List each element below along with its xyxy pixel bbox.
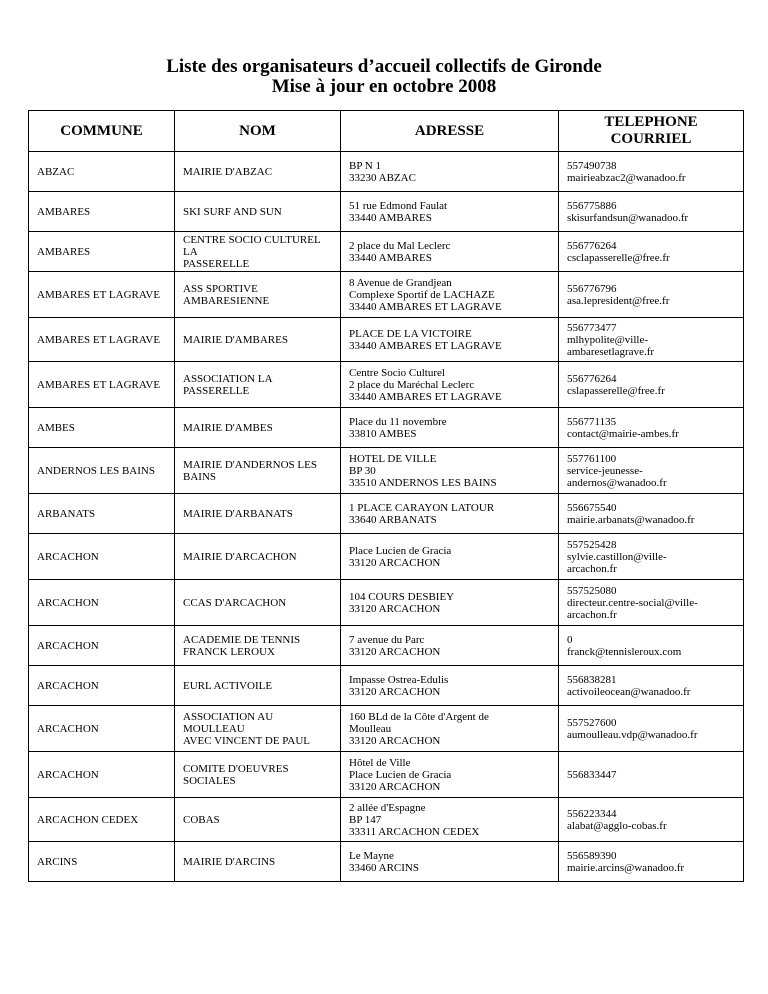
cell-commune: AMBARES ET LAGRAVE [29, 318, 175, 362]
cell-nom [175, 626, 341, 666]
cell-contact-line: mairie.arcins@wanadoo.fr [567, 861, 685, 874]
cell-commune: ABZAC [29, 152, 175, 192]
cell-adresse-line: PLACE DE LA VICTOIRE [349, 327, 472, 340]
cell-nom-line: ASS SPORTIVE [183, 282, 258, 295]
cell-contact-line: 557761100 [567, 452, 617, 465]
cell-contact-line: 556833447 [567, 768, 617, 781]
table-row [29, 494, 744, 534]
title-line-1: Liste des organisateurs d’accueil collectifs de Gironde [166, 56, 602, 77]
table-row [29, 448, 744, 494]
cell-nom-line: COBAS [183, 813, 220, 826]
cell-adresse-line: 33510 ANDERNOS LES BAINS [349, 476, 497, 489]
cell-nom [175, 318, 341, 362]
cell-contact [559, 798, 744, 842]
cell-contact [559, 580, 744, 626]
cell-nom-line: MAIRIE D'ARCINS [183, 855, 276, 868]
table-row [29, 706, 744, 752]
cell-nom-line: ACADEMIE DE TENNIS [183, 633, 301, 646]
cell-nom-line: MAIRIE D'ABZAC [183, 165, 273, 178]
cell-adresse-line: 33120 ARCACHON [349, 734, 441, 747]
header-adresse: ADRESSE [341, 111, 559, 152]
cell-contact-line: service-jeunesse- [567, 464, 643, 477]
title-line-2: Mise à jour en octobre 2008 [271, 76, 497, 97]
cell-nom-line: FRANCK LEROUX [183, 645, 275, 658]
cell-contact [559, 534, 744, 580]
cell-nom [175, 706, 341, 752]
cell-contact [559, 494, 744, 534]
table-row [29, 362, 744, 408]
cell-adresse-line: 2 allée d'Espagne [349, 801, 426, 814]
cell-contact-line: franck@tennisleroux.com [567, 645, 682, 658]
cell-adresse [341, 494, 559, 534]
cell-contact [559, 318, 744, 362]
cell-contact-line: asa.lepresident@free.fr [567, 294, 670, 307]
cell-commune: ARCACHON [29, 534, 175, 580]
cell-contact-line: directeur.centre-social@ville- [567, 596, 698, 609]
cell-commune: ANDERNOS LES BAINS [29, 448, 175, 494]
cell-contact-line: 556776264 [567, 239, 617, 252]
cell-adresse [341, 448, 559, 494]
cell-nom-line: COMITE D'OEUVRES SOCIALES [183, 762, 289, 787]
cell-nom-line: ASSOCIATION AU MOULLEAU [183, 710, 274, 735]
cell-nom [175, 152, 341, 192]
cell-contact-line: csclapasserelle@free.fr [567, 251, 670, 264]
cell-nom [175, 448, 341, 494]
cell-adresse-line: 33120 ARCACHON [349, 602, 441, 615]
cell-adresse-line: 33120 ARCACHON [349, 645, 441, 658]
cell-contact [559, 362, 744, 408]
cell-contact-line: 0 [567, 633, 573, 646]
cell-nom [175, 494, 341, 534]
cell-nom-line: MAIRIE D'ARBANATS [183, 507, 293, 520]
cell-adresse-line: 33810 AMBES [349, 427, 417, 440]
cell-contact-line: 556776796 [567, 282, 617, 295]
cell-adresse [341, 192, 559, 232]
cell-contact-line: 556776264 [567, 372, 617, 385]
cell-adresse [341, 666, 559, 706]
cell-nom-line: BAINS [183, 470, 217, 483]
cell-nom-line: SKI SURF AND SUN [183, 205, 282, 218]
cell-adresse-line: BP 30 [349, 464, 376, 477]
cell-contact-line: 556771135 [567, 415, 617, 428]
table-row [29, 152, 744, 192]
cell-contact-line: aumoulleau.vdp@wanadoo.fr [567, 728, 698, 741]
cell-contact-line: 557490738 [567, 159, 617, 172]
cell-commune: ARCACHON [29, 580, 175, 626]
cell-contact-line: 556589390 [567, 849, 617, 862]
cell-adresse [341, 706, 559, 752]
cell-contact [559, 272, 744, 318]
cell-nom [175, 842, 341, 882]
cell-adresse [341, 408, 559, 448]
cell-adresse-line: Centre Socio Culturel [349, 366, 445, 379]
cell-nom-line: MAIRIE D'AMBES [183, 421, 273, 434]
cell-adresse-line: 51 rue Edmond Faulat [349, 199, 448, 212]
cell-adresse [341, 798, 559, 842]
cell-contact-line: 556223344 [567, 807, 617, 820]
cell-nom [175, 798, 341, 842]
table-row [29, 232, 744, 272]
table-row [29, 626, 744, 666]
cell-adresse-line: 33120 ARCACHON [349, 780, 441, 793]
cell-adresse-line: Place Lucien de Gracia [349, 544, 452, 557]
cell-contact-line: 557525428 [567, 538, 617, 551]
cell-adresse [341, 152, 559, 192]
cell-adresse [341, 842, 559, 882]
header-courriel: COURRIEL [610, 131, 692, 147]
cell-nom [175, 580, 341, 626]
table-row [29, 798, 744, 842]
cell-adresse [341, 362, 559, 408]
cell-adresse-line: Place du 11 novembre [349, 415, 447, 428]
cell-nom-line: ASSOCIATION LA PASSERELLE [183, 372, 272, 397]
cell-adresse-line: 33311 ARCACHON CEDEX [349, 825, 480, 838]
cell-contact-line: alabat@agglo-cobas.fr [567, 819, 667, 832]
cell-contact-line: mairieabzac2@wanadoo.fr [567, 171, 686, 184]
cell-contact-line: 556838281 [567, 673, 617, 686]
cell-contact [559, 192, 744, 232]
cell-commune: ARCACHON [29, 666, 175, 706]
table-row [29, 408, 744, 448]
cell-commune: ARCACHON [29, 752, 175, 798]
cell-nom [175, 666, 341, 706]
cell-nom-line: CCAS D'ARCACHON [183, 596, 287, 609]
header-nom: NOM [175, 111, 341, 152]
cell-contact-line: arcachon.fr [567, 562, 617, 575]
header-commune: COMMUNE [29, 111, 175, 152]
cell-nom [175, 752, 341, 798]
cell-adresse-line: Impasse Ostrea-Edulis [349, 673, 449, 686]
cell-nom [175, 272, 341, 318]
cell-nom [175, 534, 341, 580]
cell-adresse-line: HOTEL DE VILLE [349, 452, 437, 465]
header-contact [559, 111, 744, 152]
cell-nom-line: AMBARESIENNE [183, 294, 270, 307]
cell-commune: AMBES [29, 408, 175, 448]
cell-commune: AMBARES [29, 232, 175, 272]
cell-commune: ARBANATS [29, 494, 175, 534]
cell-commune: ARCACHON [29, 626, 175, 666]
cell-adresse-line: 33440 AMBARES ET LAGRAVE [349, 390, 502, 403]
table-row [29, 534, 744, 580]
cell-commune: AMBARES ET LAGRAVE [29, 272, 175, 318]
cell-nom [175, 192, 341, 232]
cell-contact [559, 666, 744, 706]
cell-adresse-line: 33120 ARCACHON [349, 685, 441, 698]
header-row [29, 111, 744, 152]
cell-commune: ARCACHON CEDEX [29, 798, 175, 842]
cell-contact [559, 752, 744, 798]
cell-adresse-line: 104 COURS DESBIEY [349, 590, 455, 603]
cell-adresse [341, 232, 559, 272]
table-row [29, 666, 744, 706]
cell-commune: ARCACHON [29, 706, 175, 752]
cell-adresse-line: 33460 ARCINS [349, 861, 419, 874]
cell-nom-line: MAIRIE D'AMBARES [183, 333, 288, 346]
cell-adresse [341, 626, 559, 666]
header-telephone: TELEPHONE [604, 114, 698, 130]
cell-adresse-line: 33440 AMBARES [349, 251, 432, 264]
cell-contact [559, 448, 744, 494]
cell-adresse-line: 1 PLACE CARAYON LATOUR [349, 501, 495, 514]
cell-contact-line: 557527600 [567, 716, 617, 729]
cell-nom-line: MAIRIE D'ARCACHON [183, 550, 297, 563]
cell-commune: AMBARES ET LAGRAVE [29, 362, 175, 408]
cell-nom-line: MAIRIE D'ANDERNOS LES [183, 458, 317, 471]
cell-nom [175, 362, 341, 408]
table-row [29, 580, 744, 626]
cell-contact [559, 842, 744, 882]
cell-commune: AMBARES [29, 192, 175, 232]
cell-nom-line: EURL ACTIVOILE [183, 679, 273, 692]
cell-contact-line: andernos@wanadoo.fr [567, 476, 667, 489]
cell-adresse-line: 160 BLd de la Côte d'Argent de [349, 710, 489, 723]
cell-adresse-line: 7 avenue du Parc [349, 633, 425, 646]
cell-adresse [341, 534, 559, 580]
cell-contact [559, 408, 744, 448]
cell-adresse-line: 8 Avenue de Grandjean [349, 276, 452, 289]
cell-contact-line: contact@mairie-ambes.fr [567, 427, 679, 440]
organizers-table [28, 110, 744, 882]
cell-contact-line: mairie.arbanats@wanadoo.fr [567, 513, 695, 526]
table-row [29, 318, 744, 362]
cell-adresse-line: 2 place du Mal Leclerc [349, 239, 451, 252]
cell-contact-line: cslapasserelle@free.fr [567, 384, 665, 397]
cell-adresse [341, 580, 559, 626]
cell-commune: ARCINS [29, 842, 175, 882]
cell-adresse-line: 2 place du Maréchal Leclerc [349, 378, 475, 391]
cell-contact [559, 706, 744, 752]
cell-adresse-line: Place Lucien de Gracia [349, 768, 452, 781]
page-title [0, 57, 768, 97]
cell-contact [559, 626, 744, 666]
cell-contact-line: ambaresetlagrave.fr [567, 345, 655, 358]
cell-nom-line: AVEC VINCENT DE PAUL [183, 734, 311, 747]
cell-contact-line: sylvie.castillon@ville- [567, 550, 667, 563]
cell-nom [175, 232, 341, 272]
cell-adresse-line: 33230 ABZAC [349, 171, 416, 184]
cell-contact-line: 556775886 [567, 199, 617, 212]
table-row [29, 842, 744, 882]
cell-adresse-line: Le Mayne [349, 849, 394, 862]
cell-nom [175, 408, 341, 448]
cell-adresse [341, 752, 559, 798]
cell-adresse [341, 318, 559, 362]
cell-adresse-line: 33440 AMBARES [349, 211, 432, 224]
cell-adresse-line: 33440 AMBARES ET LAGRAVE [349, 300, 502, 313]
cell-contact-line: 557525080 [567, 584, 617, 597]
cell-contact-line: arcachon.fr [567, 608, 617, 621]
table-row [29, 752, 744, 798]
cell-nom-line: CENTRE SOCIO CULTUREL LA [183, 233, 321, 258]
cell-nom-line: PASSERELLE [183, 257, 250, 270]
cell-contact-line: skisurfandsun@wanadoo.fr [567, 211, 689, 224]
cell-contact-line: 556773477 [567, 321, 617, 334]
cell-adresse-line: Complexe Sportif de LACHAZE [349, 288, 495, 301]
cell-adresse [341, 272, 559, 318]
cell-contact-line: activoileocean@wanadoo.fr [567, 685, 691, 698]
cell-adresse-line: 33120 ARCACHON [349, 556, 441, 569]
table-row [29, 272, 744, 318]
cell-adresse-line: BP 147 [349, 813, 382, 826]
cell-adresse-line: Moulleau [349, 722, 392, 735]
cell-contact-line: mlhypolite@ville- [567, 333, 649, 346]
cell-adresse-line: 33640 ARBANATS [349, 513, 437, 526]
cell-contact [559, 232, 744, 272]
cell-adresse-line: Hôtel de Ville [349, 756, 411, 769]
cell-contact [559, 152, 744, 192]
cell-contact-line: 556675540 [567, 501, 617, 514]
cell-adresse-line: BP N 1 [349, 159, 381, 172]
table-row [29, 192, 744, 232]
cell-adresse-line: 33440 AMBARES ET LAGRAVE [349, 339, 502, 352]
